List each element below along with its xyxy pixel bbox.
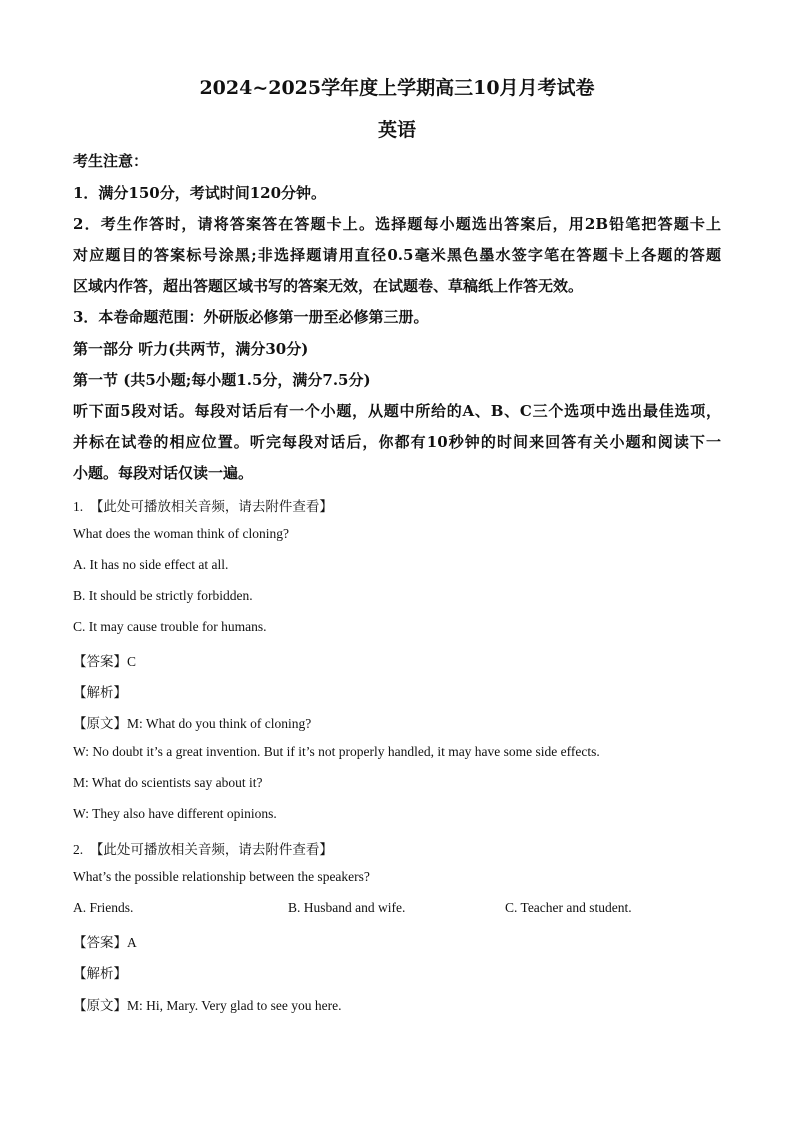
question-1-option-a: A. It has no side effect at all.: [73, 557, 229, 572]
section1-heading: 第一节 (共5小题;每小题1.5分，满分7.5分): [73, 371, 371, 389]
question-1-option-b: B. It should be strictly forbidden.: [73, 588, 253, 603]
question-1-transcript-line-4: W: They also have different opinions.: [73, 806, 277, 821]
question-1-transcript-line-1: [73, 712, 311, 732]
question-1-analysis: [73, 681, 127, 701]
instructions-line-1: 听下面5段对话。每段对话后有一个小题，从题中所给的A、B、C三个选项中选出最佳选项，: [73, 402, 721, 420]
question-1-transcript-line-3: M: What do scientists say about it?: [73, 775, 263, 790]
instructions-line-2: 并标在试卷的相应位置。听完每段对话后，你都有10秒钟的时间来回答有关小题和阅读下一: [73, 433, 721, 451]
question-2-option-a: A. Friends.: [73, 900, 134, 915]
transcript-text: M: Hi, Mary. Very glad to see you here.: [127, 998, 342, 1013]
question-2-option-b: B. Husband and wife.: [288, 900, 406, 915]
notice-heading: 考生注意：: [73, 152, 149, 170]
question-1-text: What does the woman think of cloning?: [73, 526, 289, 541]
analysis-tag: 【解析】: [73, 685, 127, 701]
question-1-transcript-line-2: W: No doubt it’s a great invention. But if it’s not properly handled, it may have some side effects.: [73, 744, 600, 759]
part1-heading: 第一部分 听力(共两节，满分30分): [73, 340, 309, 358]
question-number: 2.: [73, 842, 84, 857]
answer-value: C: [127, 654, 137, 669]
answer-tag: 【答案】: [73, 654, 127, 670]
audio-note: 【此处可播放相关音频，请去附件查看】: [89, 842, 333, 858]
question-number: 1.: [73, 499, 84, 514]
question-2-transcript-line-1: [73, 994, 341, 1014]
notice-item-2-line-2: 对应题目的答案标号涂黑;非选择题请用直径0.5毫米黑色墨水签字笔在答题卡上各题的答题: [73, 246, 721, 264]
transcript-text: M: What do you think of cloning?: [127, 716, 312, 731]
instructions-line-3: 小题。每段对话仅读一遍。: [73, 464, 254, 482]
answer-tag: 【答案】: [73, 935, 127, 951]
transcript-tag: 【原文】: [73, 998, 127, 1014]
question-1-answer: [73, 650, 136, 670]
question-2-header: [73, 838, 333, 858]
subject-title: 英语: [377, 119, 416, 141]
question-2-analysis: [73, 962, 127, 982]
notice-item-2-line-1: 2．考生作答时，请将答案答在答题卡上。选择题每小题选出答案后，用2B铅笔把答题卡上: [73, 215, 721, 233]
notice-item-1: 1．满分150分，考试时间120分钟。: [73, 184, 327, 202]
answer-value: A: [127, 935, 137, 950]
question-1-header: [73, 495, 333, 515]
question-1-option-c: C. It may cause trouble for humans.: [73, 619, 267, 634]
analysis-tag: 【解析】: [73, 966, 127, 982]
exam-title: 2024~2025学年度上学期高三10月月考试卷: [199, 77, 595, 99]
question-2-text: What’s the possible relationship between the speakers?: [73, 869, 370, 884]
notice-item-2-line-3: 区域内作答，超出答题区域书写的答案无效，在试题卷、草稿纸上作答无效。: [73, 277, 584, 295]
audio-note: 【此处可播放相关音频，请去附件查看】: [89, 499, 333, 515]
notice-item-3: 3．本卷命题范围：外研版必修第一册至必修第三册。: [73, 308, 429, 326]
question-2-answer: [73, 931, 137, 951]
question-2-option-c: C. Teacher and student.: [505, 900, 632, 915]
transcript-tag: 【原文】: [73, 716, 127, 732]
